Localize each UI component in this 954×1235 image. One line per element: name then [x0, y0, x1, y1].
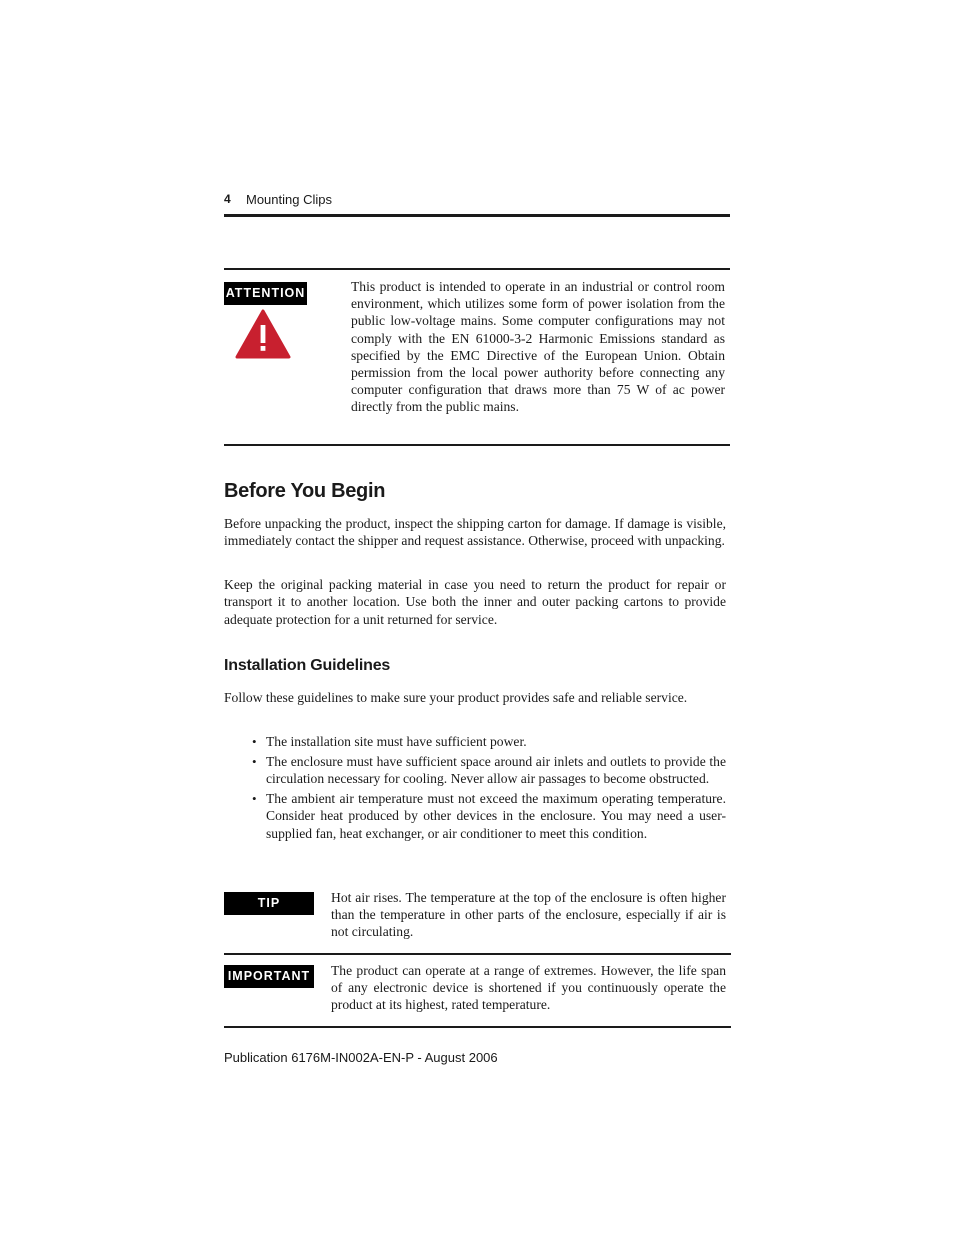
header-rule [224, 214, 730, 217]
guidelines-intro: Follow these guidelines to make sure your product provides safe and reliable service. [224, 690, 688, 705]
list-item: • The installation site must have sufficient power. [252, 733, 726, 750]
important-bottom-rule [224, 1026, 731, 1028]
sub-heading-installation-guidelines: Installation Guidelines [224, 657, 391, 674]
attention-bottom-rule [224, 444, 730, 446]
list-item: • The enclosure must have sufficient space around air inlets and outlets to provide the circulation necessary for cooling. Never allow air passages to become obstructed. [252, 753, 726, 788]
section-heading-before-you-begin: Before You Begin [224, 480, 386, 502]
attention-text: This product is intended to operate in an industrial or control room environment, which utilizes some form of power isolation from the public low-voltage mains. Some computer configurations may not comply with the EN 61000-3-2 Harmonic Emissions standard as specified by the EMC Directive of the European Union. Obtain permission from the local power authority before connecting any computer configuration that draws more than 75 W of ac power directly from the public mains. [351, 279, 725, 415]
list-item: • The ambient air temperature must not exceed the maximum operating temperature. Consider heat produced by other devices in the enclosure. You may need a user-supplied fan, heat exchanger, or air conditioner to meet this condition. [252, 790, 726, 842]
running-header-title: Mounting Clips [246, 192, 332, 207]
paragraph: Keep the original packing material in case you need to return the product for repair or transport it to another location. Use both the inner and outer packing cartons to provide adequate protection for a unit returned for service. [224, 577, 726, 627]
publication-footer: Publication 6176M-IN002A-EN-P - August 2006 [224, 1050, 498, 1065]
important-badge: IMPORTANT [224, 965, 314, 988]
tip-badge: TIP [224, 892, 314, 915]
important-text: The product can operate at a range of extremes. However, the life span of any electronic device is shortened if you continuously operate the product at its highest, rated temperature. [331, 963, 726, 1013]
paragraph: Before unpacking the product, inspect the shipping carton for damage. If damage is visible, immediately contact the shipper and request assistance. Otherwise, proceed with unpacking. [224, 516, 726, 549]
tip-text: Hot air rises. The temperature at the top of the enclosure is often higher than the temperature in other parts of the enclosure, especially if air is not circulating. [331, 890, 726, 940]
attention-badge: ATTENTION [224, 282, 307, 305]
tip-important-divider [224, 953, 731, 955]
page-number: 4 [224, 192, 231, 206]
guidelines-list [252, 733, 726, 845]
warning-triangle-icon [234, 308, 292, 360]
attention-top-rule [224, 268, 730, 270]
